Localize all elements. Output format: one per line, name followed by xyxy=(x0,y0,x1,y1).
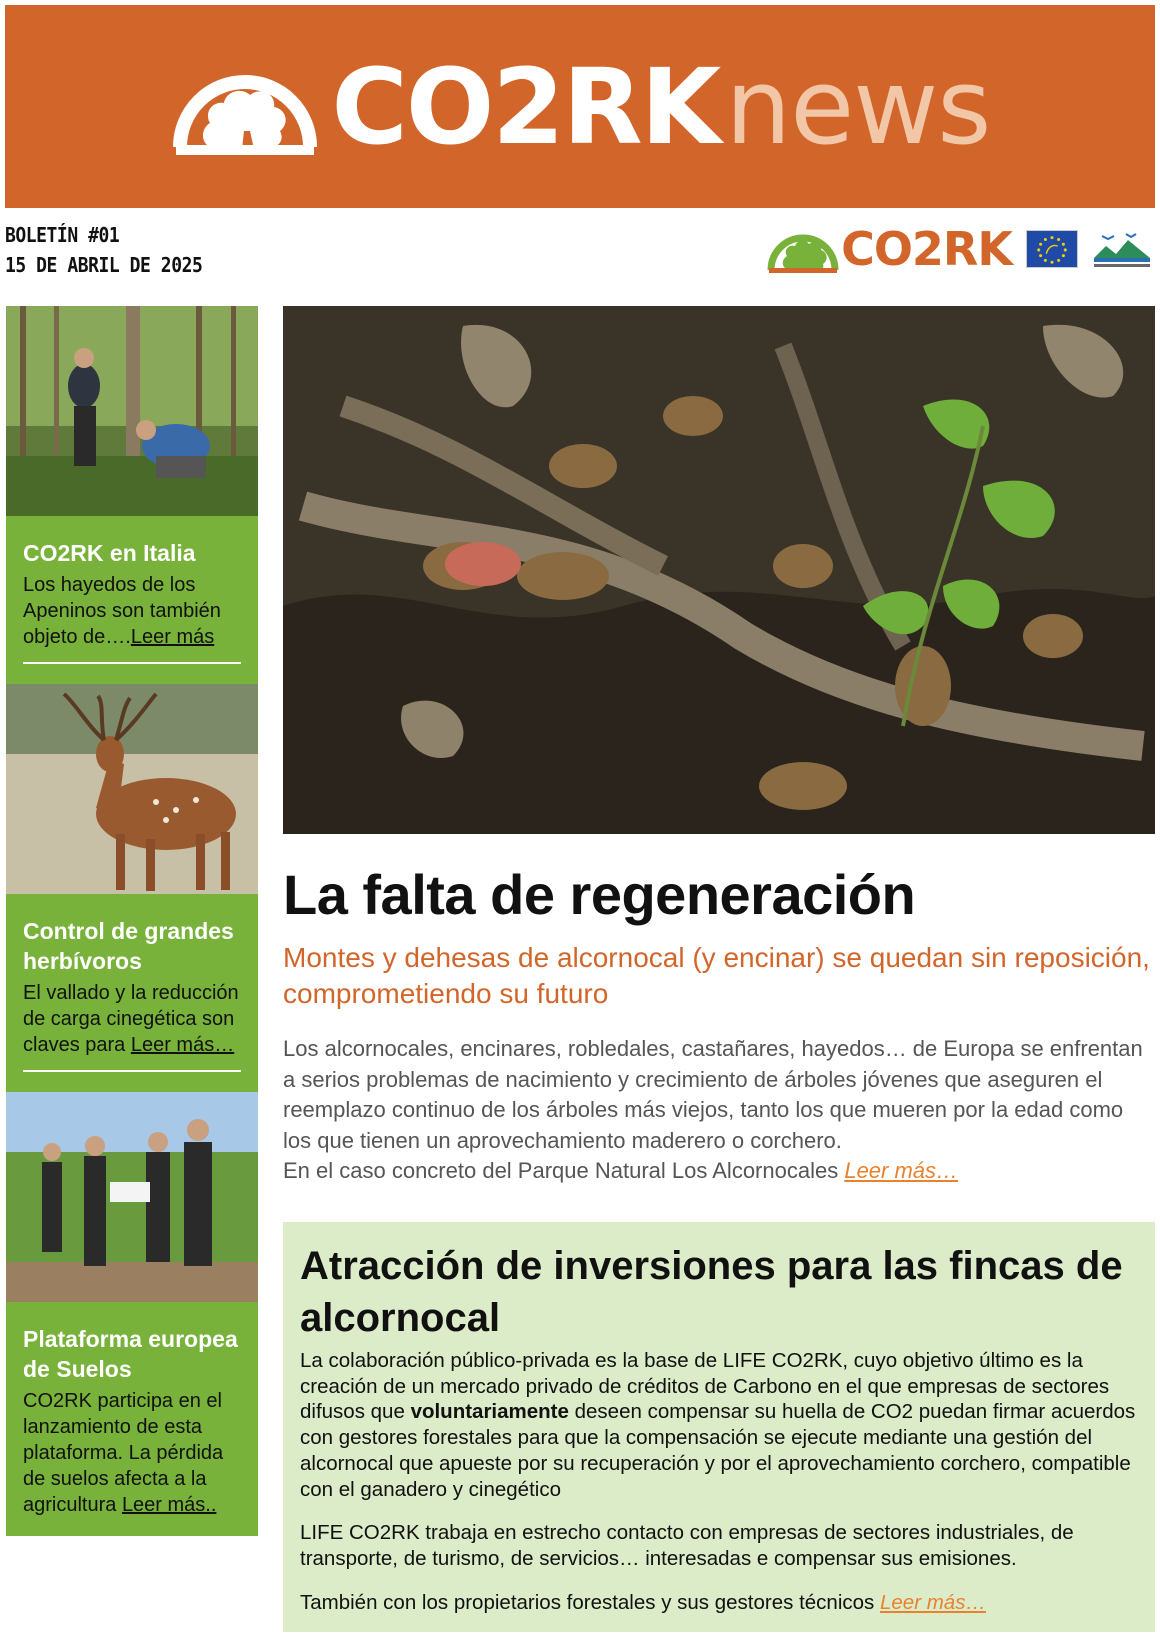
issue-info xyxy=(5,220,202,280)
sidebar xyxy=(6,306,258,1536)
sidebar-item-title: Control de grandes herbívoros xyxy=(23,918,234,974)
tree-in-arc-small-icon xyxy=(765,224,841,274)
brand-logo xyxy=(170,45,991,168)
brand-co2rk: CO2RK xyxy=(331,45,720,168)
investment-title: Atracción de inversiones para las fincas de alcornocal xyxy=(300,1244,1123,1340)
co2rk-small-text: CO2RK xyxy=(841,222,1012,276)
deer-photo xyxy=(6,684,258,894)
people-in-field-photo xyxy=(6,1092,258,1302)
investment-section xyxy=(283,1222,1155,1632)
investment-paragraph-1: La colaboración público-privada es la base de LIFE CO2RK, cuyo objetivo último es la creación de un mercado privado de créditos de Carbono en el que empresas de sectores difusos que voluntariamente deseen compensar su huella de CO2 puedan firmar acuerdos con gestores forestales para que la compensación se ejecute mediante una gestión del alcornocal que apueste por su recuperación y por el aprovechamiento corchero, compatible con el ganadero y cinegético xyxy=(300,1349,1136,1501)
natura-2000-icon xyxy=(1092,228,1152,270)
sidebar-item-text: CO2RK participa en el lanzamiento de esta plataforma. La pérdida de suelos afecta a la agricultura Leer más.. xyxy=(23,1390,224,1516)
read-more-link[interactable]: Leer más xyxy=(130,626,215,648)
forest-workers-photo xyxy=(6,306,258,516)
read-more-link[interactable]: Leer más… xyxy=(130,1034,235,1056)
main-body xyxy=(283,1034,1155,1187)
acorns-seedlings-photo xyxy=(283,306,1155,834)
sidebar-item-title: Plataforma europea de Suelos xyxy=(23,1326,238,1382)
read-more-link[interactable]: Leer más… xyxy=(879,1590,986,1614)
investment-paragraph-3: También con los propietarios forestales y sus gestores técnicos Leer más… xyxy=(300,1590,986,1614)
partner-logos xyxy=(765,222,1152,276)
eu-life-flag-icon xyxy=(1026,230,1078,268)
sidebar-item-herbivoros xyxy=(6,894,258,1092)
divider xyxy=(23,662,241,664)
tree-in-arc-icon xyxy=(170,57,320,157)
header-banner xyxy=(5,5,1155,208)
sidebar-item-title: CO2RK en Italia xyxy=(23,540,196,566)
read-more-link[interactable]: Leer más… xyxy=(844,1158,959,1183)
investment-paragraph-2: LIFE CO2RK trabaja en estrecho contacto con empresas de sectores industriales, de transporte, de turismo, de servicios… interesadas e compensar sus emisiones. xyxy=(300,1521,1074,1570)
read-more-link[interactable]: Leer más.. xyxy=(121,1494,217,1516)
sidebar-item-italia xyxy=(6,516,258,684)
issue-date: 15 DE ABRIL DE 2025 xyxy=(5,253,203,277)
brand-news: news xyxy=(725,45,991,168)
main-subtitle: Montes y dehesas de alcornocal (y encinar) se quedan sin reposición, comprometiendo su futuro xyxy=(283,942,1150,1009)
sidebar-item-text: Los hayedos de los Apeninos son también objeto de….Leer más xyxy=(23,574,221,648)
sidebar-item-text: El vallado y la reducción de carga cinegética son claves para Leer más… xyxy=(23,982,239,1056)
main-title: La falta de regeneración xyxy=(283,863,916,926)
co2rk-small-logo xyxy=(765,222,1012,276)
main-body-paragraph: Los alcornocales, encinares, robledales, castañares, hayedos… de Europa se enfrentan a serios problemas de nacimiento y crecimiento de árboles jóvenes que aseguren el reemplazo continuo de los árboles más viejos, tanto los que mueren por la edad como los que tienen un aprovechamiento maderero o corchero. xyxy=(283,1036,1143,1153)
issue-number: BOLETÍN #01 xyxy=(5,223,120,247)
sidebar-item-suelos xyxy=(6,1302,258,1536)
divider xyxy=(23,1070,241,1072)
main-body-paragraph-2: En el caso concreto del Parque Natural Los Alcornocales Leer más… xyxy=(283,1158,959,1183)
